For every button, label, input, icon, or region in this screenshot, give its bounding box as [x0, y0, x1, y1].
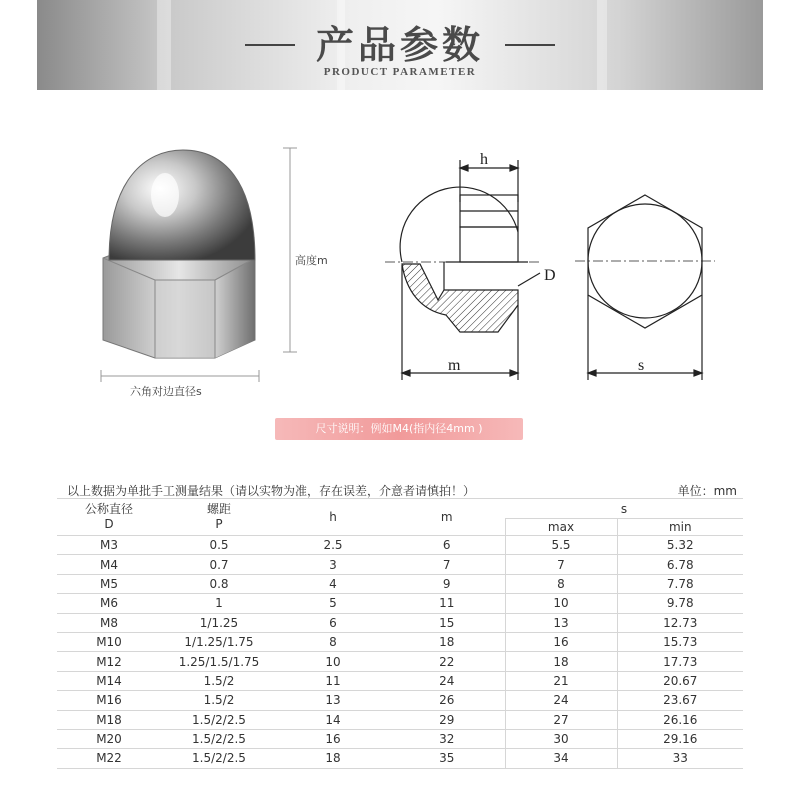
cell-s-min: 12.73 [617, 613, 743, 632]
table-row [57, 632, 743, 651]
cell-s-max: 24 [505, 691, 617, 710]
header-pitch-sym: P [215, 517, 223, 531]
table-row [57, 555, 743, 574]
header-s-min: min [617, 519, 743, 536]
cell-pitch: 0.8 [161, 574, 277, 593]
cell-pitch: 1.5/2/2.5 [161, 729, 277, 748]
cell-s-min: 7.78 [617, 574, 743, 593]
header-pitch [161, 499, 277, 536]
table-unit: 单位：mm [677, 484, 737, 498]
cell-m: 32 [389, 729, 505, 748]
cell-m: 24 [389, 671, 505, 690]
cell-pitch: 1.5/2/2.5 [161, 710, 277, 729]
table-body [57, 536, 743, 769]
cell-s-min: 17.73 [617, 652, 743, 671]
cell-s-min: 5.32 [617, 536, 743, 555]
cell-s-min: 29.16 [617, 729, 743, 748]
header-h: h [277, 499, 389, 536]
cell-diameter: M8 [57, 613, 161, 632]
header-s-max: max [505, 519, 617, 536]
cell-m: 9 [389, 574, 505, 593]
cell-m: 6 [389, 536, 505, 555]
technical-drawing [380, 140, 720, 390]
header-banner [37, 0, 763, 90]
cell-pitch: 0.5 [161, 536, 277, 555]
spec-table [57, 498, 743, 769]
header-diameter [57, 499, 161, 536]
cell-s-max: 10 [505, 594, 617, 613]
table-row [57, 574, 743, 593]
page-subtitle: PRODUCT PARAMETER [323, 66, 477, 78]
table-row [57, 691, 743, 710]
cell-s-max: 7 [505, 555, 617, 574]
width-label: 六角对边直径s [130, 385, 202, 398]
cell-diameter: M6 [57, 594, 161, 613]
cell-m: 35 [389, 749, 505, 768]
table-row [57, 594, 743, 613]
cell-pitch: 0.7 [161, 555, 277, 574]
spec-table-section [57, 478, 743, 769]
label-h: h [480, 151, 488, 168]
header-diameter-cn: 公称直径 [84, 502, 133, 516]
cell-s-max: 34 [505, 749, 617, 768]
height-label: 高度m [295, 254, 328, 267]
cell-s-min: 33 [617, 749, 743, 768]
cell-s-max: 27 [505, 710, 617, 729]
cell-m: 26 [389, 691, 505, 710]
cell-s-max: 18 [505, 652, 617, 671]
cell-diameter: M22 [57, 749, 161, 768]
cell-s-min: 9.78 [617, 594, 743, 613]
cell-m: 11 [389, 594, 505, 613]
header-s: s [505, 499, 743, 519]
cell-h: 18 [277, 749, 389, 768]
label-m: m [448, 357, 461, 374]
table-row [57, 710, 743, 729]
cell-s-max: 21 [505, 671, 617, 690]
label-d: D [544, 267, 556, 284]
cell-s-min: 15.73 [617, 632, 743, 651]
side-section-view [385, 160, 540, 380]
table-row [57, 652, 743, 671]
cell-m: 7 [389, 555, 505, 574]
table-row [57, 729, 743, 748]
cell-m: 15 [389, 613, 505, 632]
cell-s-min: 26.16 [617, 710, 743, 729]
page-title: 产品参数 [315, 22, 484, 67]
size-note: 尺寸说明：例如M4(指内径4mm ) [275, 418, 523, 440]
table-row [57, 749, 743, 768]
cell-diameter: M18 [57, 710, 161, 729]
cell-h: 8 [277, 632, 389, 651]
header-pitch-cn: 螺距 [206, 502, 231, 516]
cell-diameter: M20 [57, 729, 161, 748]
cell-s-min: 20.67 [617, 671, 743, 690]
cell-h: 14 [277, 710, 389, 729]
table-caption-row [57, 478, 743, 498]
cell-diameter: M10 [57, 632, 161, 651]
cell-pitch: 1/1.25/1.75 [161, 632, 277, 651]
cell-s-max: 13 [505, 613, 617, 632]
product-photo [95, 140, 335, 400]
cell-h: 6 [277, 613, 389, 632]
table-row [57, 671, 743, 690]
cell-h: 3 [277, 555, 389, 574]
cell-s-max: 30 [505, 729, 617, 748]
cell-diameter: M3 [57, 536, 161, 555]
cell-diameter: M4 [57, 555, 161, 574]
cell-pitch: 1.25/1.5/1.75 [161, 652, 277, 671]
cell-s-max: 5.5 [505, 536, 617, 555]
cell-h: 4 [277, 574, 389, 593]
header-m: m [389, 499, 505, 536]
hex-top-view [575, 195, 715, 380]
header-diameter-sym: D [104, 517, 114, 531]
cell-h: 2.5 [277, 536, 389, 555]
table-row [57, 613, 743, 632]
cell-pitch: 1/1.25 [161, 613, 277, 632]
cell-m: 22 [389, 652, 505, 671]
cell-s-max: 8 [505, 574, 617, 593]
cell-m: 18 [389, 632, 505, 651]
cell-s-max: 16 [505, 632, 617, 651]
cell-diameter: M5 [57, 574, 161, 593]
cell-diameter: M12 [57, 652, 161, 671]
label-s: s [638, 357, 645, 374]
table-row [57, 536, 743, 555]
table-caption: 以上数据为单批手工测量结果（请以实物为准，存在误差，介意者请慎拍！） [67, 484, 476, 498]
cell-s-min: 6.78 [617, 555, 743, 574]
cell-diameter: M14 [57, 671, 161, 690]
cell-pitch: 1.5/2 [161, 691, 277, 710]
cell-m: 29 [389, 710, 505, 729]
cell-pitch: 1.5/2/2.5 [161, 749, 277, 768]
cell-h: 10 [277, 652, 389, 671]
cell-h: 13 [277, 691, 389, 710]
cell-diameter: M16 [57, 691, 161, 710]
cell-s-min: 23.67 [617, 691, 743, 710]
cell-h: 16 [277, 729, 389, 748]
cell-h: 5 [277, 594, 389, 613]
cell-pitch: 1 [161, 594, 277, 613]
cell-h: 11 [277, 671, 389, 690]
cell-pitch: 1.5/2 [161, 671, 277, 690]
